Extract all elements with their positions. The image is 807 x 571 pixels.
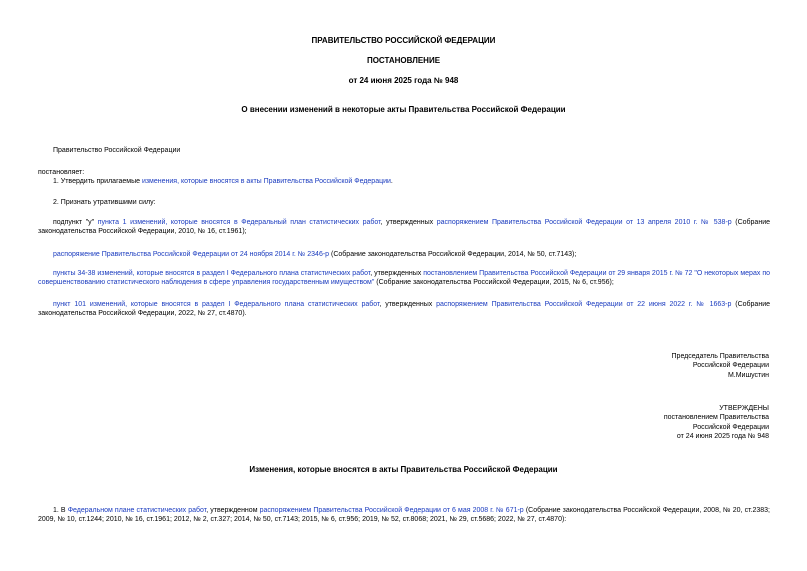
sub-item-c-link-plan[interactable]: пункты 34-38 изменений, которые вносятся в раздел I Федерального плана статистических работ <box>53 270 371 277</box>
sub-item-a-mid: , утвержденных <box>380 219 437 226</box>
approval-date: от 24 июня 2025 года № 948 <box>676 433 769 441</box>
paragraph-government: Правительство Российской Федерации <box>53 147 181 154</box>
sub-item-b-link-order[interactable]: распоряжение Правительства Российской Федерации от 24 ноября 2014 г. № 2346-р <box>53 251 330 258</box>
doc-date-number: от 24 июня 2025 года № 948 <box>348 76 459 85</box>
sub-item-c-mid: , утвержденных <box>370 270 424 277</box>
changes-paragraph-1 <box>38 506 770 525</box>
item-1-suffix: . <box>390 178 393 185</box>
changes-p1-link-order[interactable]: распоряжением Правительства Российской Федерации от 6 мая 2008 г. № 671-р <box>259 507 524 514</box>
signature-block <box>672 352 769 380</box>
sub-item-d <box>38 300 770 319</box>
approval-by: постановлением Правительства <box>663 414 769 422</box>
sub-item-d-link-order[interactable]: распоряжением Правительства Российской Федерации от 22 июня 2022 г. № 1663-р <box>436 301 732 308</box>
item-2: 2. Признать утратившими силу: <box>53 199 156 206</box>
doc-title: О внесении изменений в некоторые акты Правительства Российской Федерации <box>241 105 566 114</box>
sub-item-d-suffix: (Собрание законодательства Российской Федерации, 2022, № 27, ст.4870). <box>38 301 770 318</box>
paragraph-decrees: постановляет: <box>38 169 85 176</box>
sub-item-c-suffix: (Собрание законодательства Российской Федерации, 2015, № 6, ст.956); <box>374 279 614 287</box>
approval-country: Российской Федерации <box>692 423 769 431</box>
sub-item-b <box>38 250 770 259</box>
signature-name: М.Мишустин <box>727 371 769 379</box>
changes-title: Изменения, которые вносятся в акты Правительства Российской Федерации <box>249 465 558 474</box>
approval-heading: УТВЕРЖДЕНЫ <box>719 405 769 412</box>
sub-item-a-prefix: подпункт "у" <box>53 219 98 226</box>
changes-link[interactable]: изменения, которые вносятся в акты Правительства Российской Федерации <box>141 178 391 185</box>
changes-p1-mid: , утвержденном <box>206 507 260 514</box>
org-heading: ПРАВИТЕЛЬСТВО РОССИЙСКОЙ ФЕДЕРАЦИИ <box>311 36 496 45</box>
sub-item-a-link-plan[interactable]: пункта 1 изменений, которые вносятся в Федеральный план статистических работ <box>97 219 381 226</box>
signature-country: Российской Федерации <box>692 362 769 370</box>
sub-item-c <box>38 269 770 288</box>
signature-position: Председатель Правительства <box>671 353 769 360</box>
sub-item-d-link-plan[interactable]: пункт 101 изменений, которые вносятся в раздел I Федерального плана статистических работ <box>53 301 380 308</box>
item-1 <box>38 177 770 186</box>
sub-item-a <box>38 218 770 237</box>
changes-p1-suffix: (Собрание законодательства Российской Федерации, 2008, № 20, ст.2383; 2009, № 10, ст.1244; 2010, № 16, ст.1961; 2012, № 2, ст.327; 2014, № 50, ст.7143; 2015, № 6, ст.956; 2019, № 52, ст.8068; 2021, № 29, ст.5686; 2022, № 27, ст.4870): <box>38 507 770 524</box>
sub-item-a-link-order[interactable]: распоряжением Правительства Российской Федерации от 13 апреля 2010 г. № 538-р <box>436 219 732 226</box>
sub-item-b-suffix: (Собрание законодательства Российской Федерации, 2014, № 50, ст.7143); <box>329 251 577 258</box>
sub-item-d-mid: , утвержденных <box>379 301 437 308</box>
item-1-prefix: 1. Утвердить прилагаемые <box>53 178 142 185</box>
approval-block <box>664 404 769 442</box>
changes-p1-prefix: 1. В <box>53 507 68 514</box>
doc-type-heading: ПОСТАНОВЛЕНИЕ <box>366 56 441 65</box>
changes-p1-link-plan[interactable]: Федеральном плане статистических работ <box>67 507 207 514</box>
sub-item-c-link-resolution[interactable]: постановлением Правительства Российской Федерации от 29 января 2015 г. № 72 "О некоторых мерах по совершенствованию статистического наблюдения в сфере управления государственным имуществом" <box>38 270 770 287</box>
sub-item-a-suffix: (Собрание законодательства Российской Федерации, 2010, № 16, ст.1961); <box>38 219 770 236</box>
